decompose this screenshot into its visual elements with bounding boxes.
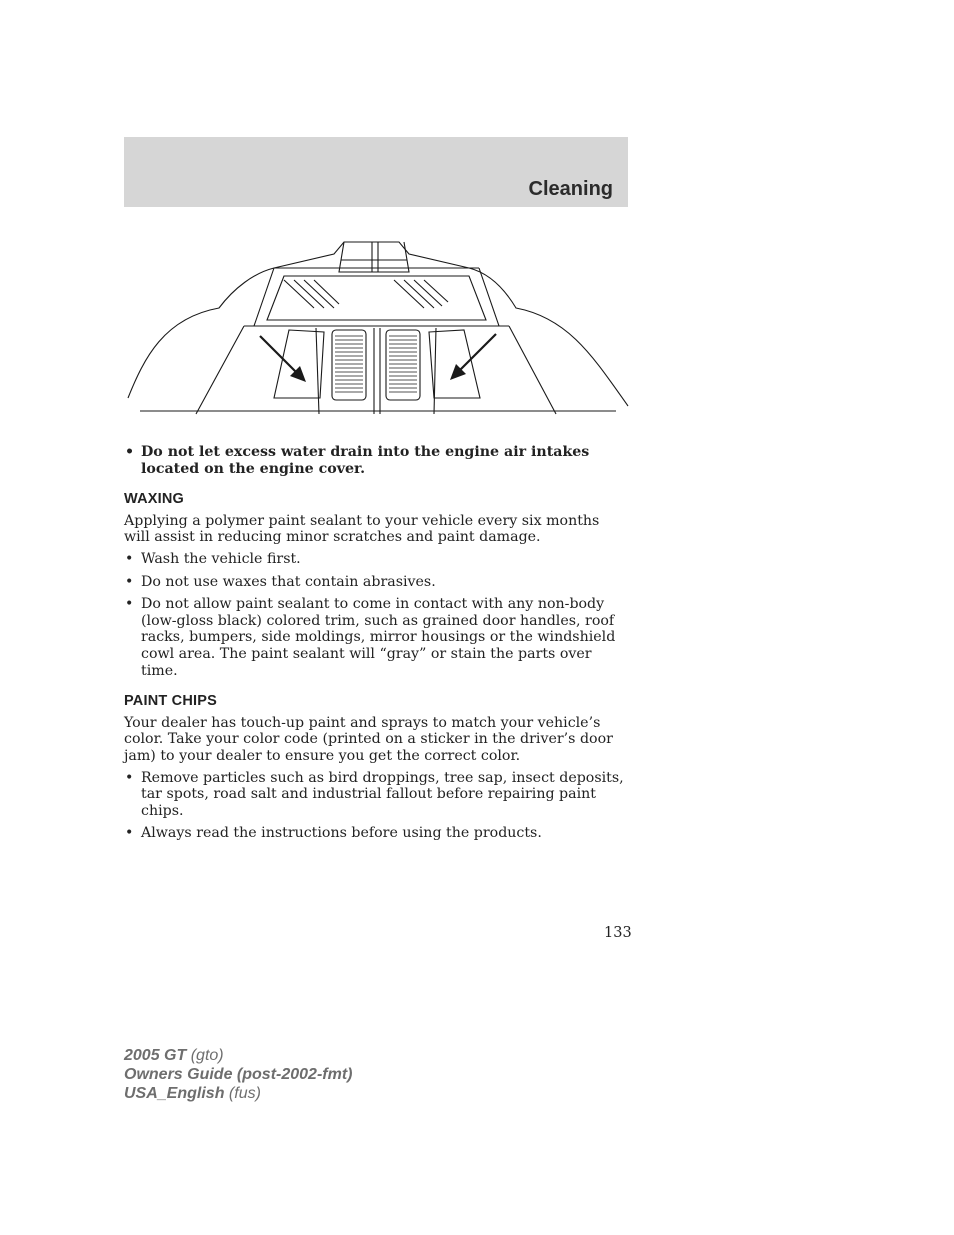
section-header-band [124,137,628,207]
paint-chips-paragraph: Your dealer has touch-up paint and sprays to match your vehicle’s color. Take your color code (printed on a sticker in the driver’s door jam) to your dealer to ensure you get the correct color. [124,714,613,764]
list-item: • Do not allow paint sealant to come in contact with any non-body (low-gloss black) colored trim, such as grained door handles, roof racks, bumpers, side moldings, mirror housings or the windshield cowl area. The paint sealant will “gray” or stain the parts over time. [124,596,628,679]
document-footer [124,1046,352,1103]
list-item: • Do not use waxes that contain abrasives. [124,574,628,591]
list-item: • Wash the vehicle first. [124,551,628,568]
footer-line-language: USA_English (fus) [124,1085,261,1102]
footer-line-guide: Owners Guide (post-2002-fmt) [124,1066,353,1083]
arrow-icon [450,334,496,380]
paint-chips-heading: PAINT CHIPS [124,693,217,710]
page-body [124,444,628,848]
waxing-paragraph: Applying a polymer paint sealant to your vehicle every six months will assist in reducing minor scratches and paint damage. [124,512,600,546]
waxing-heading: WAXING [124,491,185,508]
engine-intake-warning: • Do not let excess water drain into the engine air intakes located on the engine cover. [124,444,628,477]
list-item: • Remove particles such as bird droppings, tree sap, insect deposits, tar spots, road salt and industrial fallout before repairing paint chips. [124,770,628,820]
section-title: Cleaning [528,178,613,200]
arrow-icon [260,336,306,382]
footer-line-model: 2005 GT (gto) [124,1047,224,1064]
page-number: 133 [604,925,632,941]
engine-cover-illustration [124,238,630,418]
list-item: • Always read the instructions before using the products. [124,825,628,842]
engine-cover-drawing [124,238,630,418]
